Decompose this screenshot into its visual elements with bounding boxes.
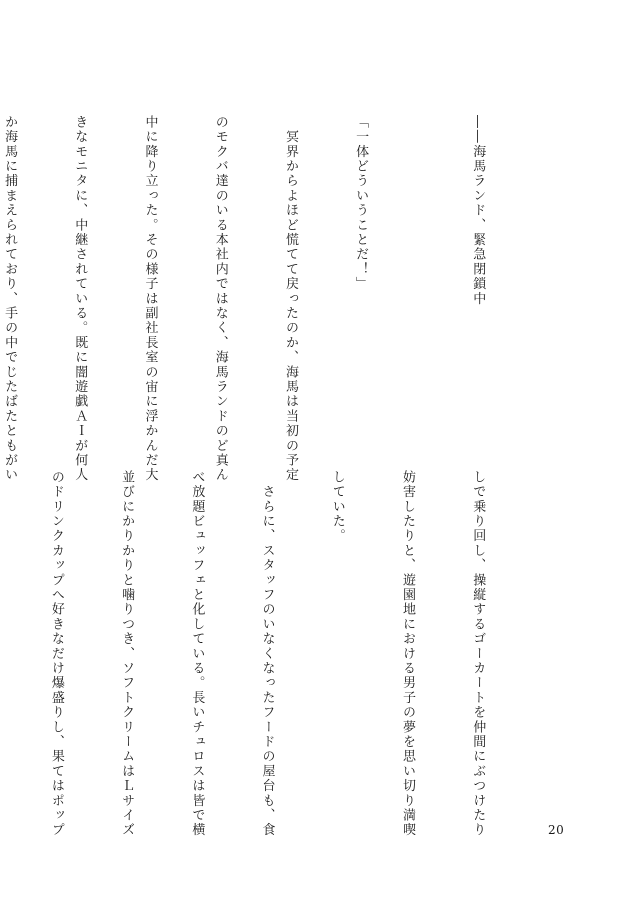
text-line: 「一体どういうことだ！」 <box>353 115 369 292</box>
text-line: していた。 <box>329 470 345 544</box>
text-line: さらに、スタッフのいなくなったフードの屋台も、食 <box>259 470 275 838</box>
text-line: 並びにかりかりと噛りつき、ソフトクリームはＬサイズ <box>119 470 135 838</box>
text-line: のドリンクカップへ好きなだけ爆盛りし、果てはポップ <box>48 470 64 838</box>
text-line: 冥界からよほど慌てて戻ったのか、海馬は当初の予定 <box>282 115 298 483</box>
text-line: しで乗り回し、操縦するゴーカートを仲間にぶつけたり <box>470 470 486 838</box>
page-number: 20 <box>548 823 565 837</box>
text-line: べ放題ビュッフェと化している。長いチュロスは皆で横 <box>189 470 205 838</box>
text-line: か海馬に捕まえられており、手の中でじたばたともがい <box>2 115 18 483</box>
text-line: のモクバ達のいる本社内ではなく、海馬ランドのど真ん <box>212 115 228 483</box>
text-line: 妨害したりと、遊園地における男子の夢を思い切り満喫 <box>399 470 415 838</box>
lower-text-block <box>48 470 536 838</box>
upper-text-block <box>2 115 536 483</box>
text-line: ――海馬ランド、緊急閉鎖中 <box>470 115 486 307</box>
text-line: 中に降り立った。その様子は副社長室の宙に浮かんだ大 <box>142 115 158 483</box>
text-line: きなモニタに、中継されている。既に闇遊戯ＡＩが何人 <box>72 115 88 483</box>
